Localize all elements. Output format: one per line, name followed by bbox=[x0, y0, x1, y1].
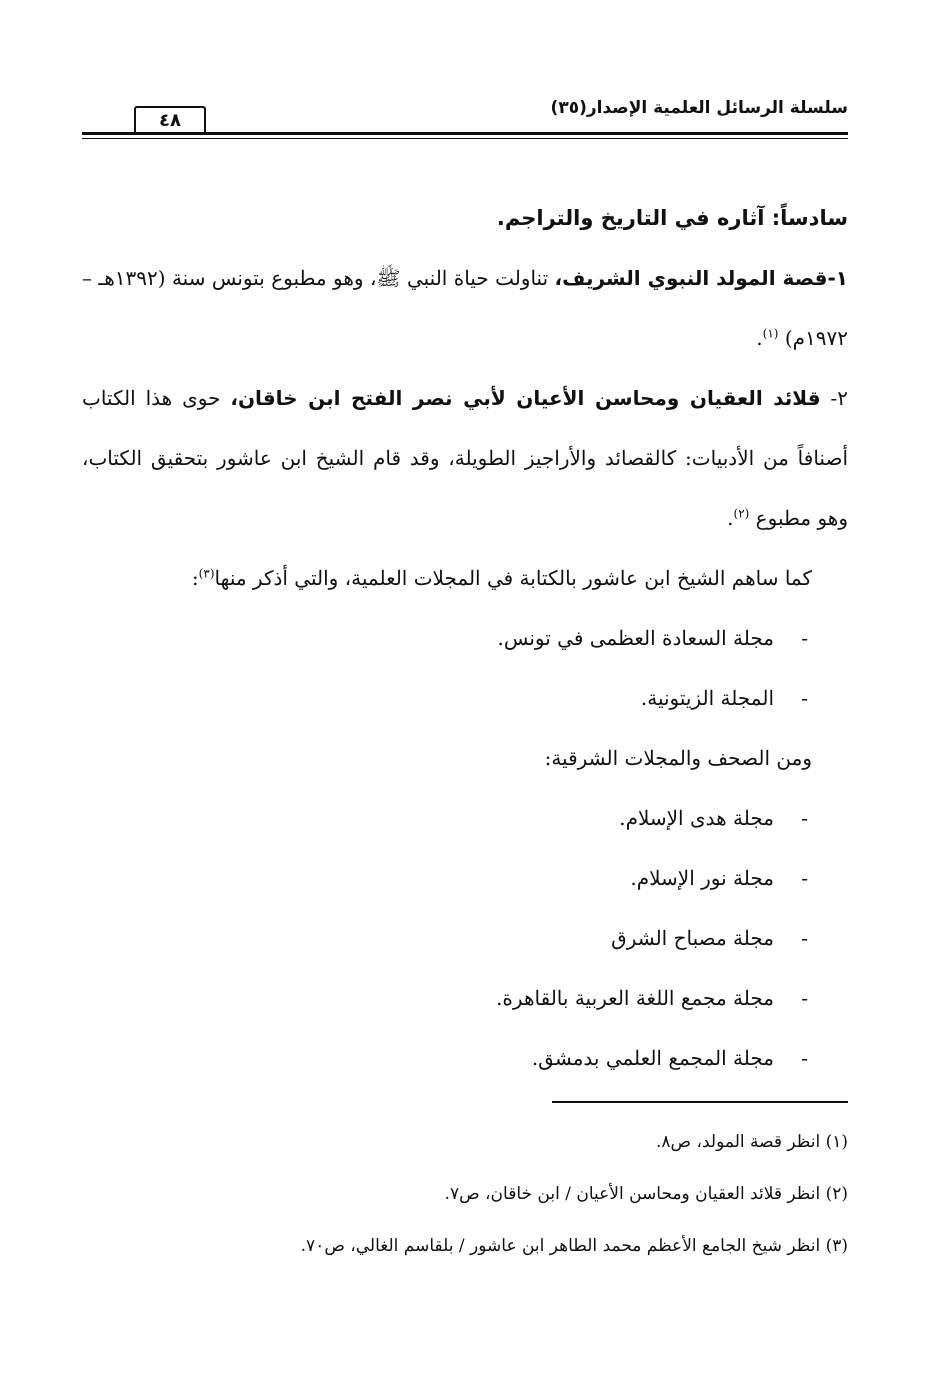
main-text bbox=[82, 188, 848, 1088]
eastern-journals-intro: ومن الصحف والمجلات الشرقية: bbox=[544, 746, 812, 770]
journals-intro-text: كما ساهم الشيخ ابن عاشور بالكتابة في المجلات العلمية، والتي أذكر منها bbox=[214, 566, 812, 590]
header-rule-thin bbox=[82, 138, 848, 139]
work-desc-2: حوى هذا الكتاب أصنافاً من الأدبيات: كالقصائد والأراجيز الطويلة، وقد قام الشيخ ابن عاشور بتحقيق الكتاب، وهو مطبوع bbox=[82, 386, 848, 530]
list-dash: - bbox=[801, 866, 808, 890]
footnote-ref-2[interactable]: (٢) bbox=[733, 506, 750, 521]
footnote-ref-1[interactable]: (١) bbox=[762, 326, 779, 341]
work-end-1: . bbox=[756, 326, 763, 350]
page-number: ٤٨ bbox=[134, 106, 206, 134]
series-title: سلسلة الرسائل العلمية الإصدار(٣٥) bbox=[550, 98, 848, 118]
journals-intro-end: : bbox=[191, 566, 199, 590]
work-title-2: قلائد العقيان ومحاسن الأعيان لأبي نصر الفتح ابن خاقان، bbox=[230, 386, 821, 410]
journal-name: مجلة السعادة العظمى في تونس. bbox=[497, 626, 774, 650]
list-dash: - bbox=[801, 626, 808, 650]
journal-name: مجلة مصباح الشرق bbox=[611, 926, 774, 950]
list-item bbox=[82, 1028, 848, 1088]
section-heading: سادساً: آثاره في التاريخ والتراجم. bbox=[496, 206, 848, 230]
list-dash: - bbox=[801, 1046, 808, 1070]
list-dash: - bbox=[801, 806, 808, 830]
footnote-3: (٣) انظر شيخ الجامع الأعظم محمد الطاهر ابن عاشور / بلقاسم الغالي، ص٧٠. bbox=[300, 1236, 848, 1256]
footnote-1: (١) انظر قصة المولد، ص٨. bbox=[656, 1132, 848, 1152]
list-item bbox=[82, 968, 848, 1028]
journal-name: مجلة هدى الإسلام. bbox=[619, 806, 774, 830]
list-item bbox=[82, 908, 848, 968]
header-rule-thick bbox=[82, 132, 848, 135]
work-number-2: ٢- bbox=[820, 386, 848, 410]
journals-intro bbox=[82, 548, 848, 608]
journal-name: المجلة الزيتونية. bbox=[640, 686, 774, 710]
footnote-separator bbox=[552, 1101, 848, 1103]
work-title-1: ١-قصة المولد النبوي الشريف، bbox=[554, 266, 848, 290]
footnotes bbox=[82, 1116, 848, 1272]
list-item bbox=[82, 608, 848, 668]
list-dash: - bbox=[801, 986, 808, 1010]
list-item bbox=[82, 788, 848, 848]
journal-name: مجلة المجمع العلمي بدمشق. bbox=[531, 1046, 774, 1070]
list-item bbox=[82, 668, 848, 728]
journal-name: مجلة نور الإسلام. bbox=[630, 866, 774, 890]
footnote-ref-3[interactable]: (٣) bbox=[198, 566, 215, 581]
work-end-2: . bbox=[727, 506, 734, 530]
journal-name: مجلة مجمع اللغة العربية بالقاهرة. bbox=[496, 986, 774, 1010]
list-dash: - bbox=[801, 686, 808, 710]
work-item-1 bbox=[82, 248, 848, 368]
work-item-2 bbox=[82, 368, 848, 548]
list-dash: - bbox=[801, 926, 808, 950]
page-header bbox=[82, 96, 848, 140]
list-item bbox=[82, 848, 848, 908]
footnote-2: (٢) انظر قلائد العقيان ومحاسن الأعيان / ابن خاقان، ص٧. bbox=[444, 1184, 848, 1204]
work-desc-1: تناولت حياة النبي ﷺ، وهو مطبوع بتونس سنة (١٣٩٢هـ – ١٩٧٢م) bbox=[82, 266, 848, 350]
